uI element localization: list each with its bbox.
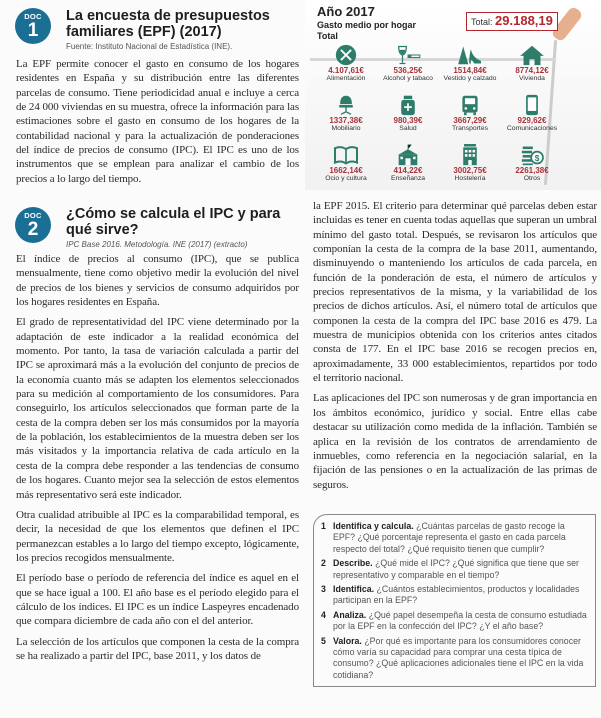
question-number: 2 [321, 558, 326, 569]
coins-icon [519, 144, 545, 166]
doc2-paragraph: Otra cualidad atribuible al IPC es la comparabilidad temporal, es decir, la necesidad de que los elementos que definen el IPC permanezcan estables a lo largo del tiempo excepto, lógicamente, los precios recogidos mensualmente. [16, 508, 299, 564]
expense-label: Vivienda [519, 75, 545, 82]
svg-text:$: $ [534, 152, 540, 163]
expense-label: Otros [523, 175, 541, 182]
doc2-badge-label: DOC [24, 211, 42, 220]
wine-cigarette-icon [395, 44, 421, 66]
expense-amount: 414,22€ [393, 166, 423, 175]
expense-amount: 3002,75€ [453, 166, 487, 175]
expense-label: Comunicaciones [506, 125, 558, 132]
expense-amount: 980,39€ [393, 116, 423, 125]
doc1-paragraph: La EPF permite conocer el gasto en consumo de los hogares residentes en España y su distribución entre las diferentes parcelas de consumo. Tiene periodicidad anual e incluye a cerca de 24 000 viviendas en su muestra, ofrece la información para las estimaciones sobre el gasto en consumo de los hogares de la contabilidad nacional y para la actualización de ponderaciones del índice de precios de consumo (IPC). El IPC es uno de los instrumentos que se emplean para analizar el cambio de los precios a lo largo del tiempo. [16, 58, 299, 185]
doc2-paragraph: El índice de precios al consumo (IPC), que se publica mensualmente, tiene como objetivo medir la evolución del nivel de precios de los bienes y servicios de consumo adquiridos por los hogares residentes en España. [16, 253, 299, 309]
question-number: 4 [321, 609, 326, 620]
school-icon [395, 144, 421, 166]
phone-icon [519, 94, 545, 116]
doc2-paragraph: El grado de representatividad del IPC viene determinado por la adaptación de este indicador a la realidad económica del momento. Por tanto, la tasa de variación calculada a partir del IPC se aproximará más a la evolución del conjunto de precios de la economía cuanto más se adapten los elementos seleccionados para su medición al comportamiento de los consumidores. Para conseguirlo, los artículos seleccionados que forman parte de la cesta de la compra deben ser los más consumidos por la mayoría de la población, los establecimientos de la muestra deben ser los más visitados y la importancia relativa de cada artículo en la cesta de la compra debe responder a las tendencias de consumo de los hogares. Cuanto mejor sea la selección de estos elementos más representativo será este indicador. [16, 316, 299, 501]
question-text: ¿Qué papel desempeña la cesta de consumo estudiada por la EPF en la confección del IPC? ¿Y el año base? [333, 609, 587, 632]
doc1-badge-number: 1 [27, 20, 39, 41]
doc2-paragraph: La selección de los artículos que componen la cesta de la compra se ha realizado a partir del IPC, base 2011, y los datos de [16, 635, 299, 662]
activity-question [321, 584, 588, 607]
expense-amount: 1514,84€ [453, 66, 487, 75]
doc1-source: Fuente: Instituto Nacional de Estadística (INE). [66, 42, 233, 51]
doc2-paragraph: Las aplicaciones del IPC son numerosas y de gran importancia en los ámbitos económico, jurídico y social. Entre ellas cabe destacar su utilización como medida de la inflación. También se aplica en la revisión de los contratos de arrendamiento de inmuebles, como referencia en la negociación salarial, en la fijación de las pensiones o en la actualización de las primas de seguros. [313, 392, 597, 491]
activities-box [313, 514, 596, 687]
activity-question [321, 636, 588, 682]
expense-amount: 929,62€ [517, 116, 547, 125]
doc2-body-left [16, 252, 299, 669]
doc1-badge [15, 8, 51, 44]
doc1-body [16, 57, 299, 192]
question-number: 3 [321, 584, 326, 595]
doc2-paragraph: El período base o período de referencia del índice es aquel en el que se hace igual a 100. El año base es el período elegido para el cálculo de los índices. El IPC es un índice Laspeyres encadenado que compara diciembre de cada año con el del anterior. [16, 572, 299, 628]
expense-item [501, 144, 563, 183]
expense-amount: 1337,38€ [329, 116, 363, 125]
question-verb: Valora. [333, 635, 362, 646]
activity-question [321, 558, 588, 581]
expense-label: Transportes [451, 125, 488, 132]
question-number: 1 [321, 521, 326, 531]
expense-item [315, 144, 377, 183]
expense-item [315, 94, 377, 133]
expense-amount: 3667,29€ [453, 116, 487, 125]
question-text: ¿Cuántos establecimientos, productos y localidades participan en la EPF? [333, 584, 580, 606]
expense-item [439, 94, 501, 133]
activity-question [321, 521, 588, 555]
medicine-icon [395, 94, 421, 116]
expense-amount: 2261,38€ [515, 166, 549, 175]
expense-label: Enseñanza [390, 175, 425, 182]
doc2-title: ¿Cómo se calcula el IPC y para qué sirve? [66, 206, 281, 238]
doc1-title: La encuesta de presupuestos familiares (EPF) (2017) [66, 8, 270, 40]
question-number: 5 [321, 635, 326, 646]
total-box [466, 12, 558, 31]
total-label: Total: [471, 17, 493, 27]
expense-label: Alcohol y tabaco [383, 75, 433, 82]
expense-amount: 536,25€ [393, 66, 423, 75]
house-icon [519, 44, 545, 66]
dress-shoe-icon [457, 44, 483, 66]
doc2-source: IPC Base 2016. Metodología. INE (2017) (extracto) [66, 240, 248, 249]
expense-label: Mobiliario [331, 125, 361, 132]
expense-label: Ocio y cultura [325, 175, 367, 182]
expense-item [439, 44, 501, 83]
question-text: ¿Por qué es importante para los consumidores conocer cómo varía su capacidad para comprar una cesta típica de consumo? ¿Qué aplicaciones adicionales tiene el IPC en la vida cotidiana? [333, 635, 584, 680]
expense-grid [315, 44, 560, 188]
total-value: 29.188,19 [495, 13, 553, 28]
fork-knife-icon [333, 44, 359, 66]
expense-amount: 8774,12€ [515, 66, 549, 75]
infographic-title: Año 2017 [317, 4, 375, 19]
question-text: ¿Qué mide el IPC? ¿Qué significa que tiene que ser representativo y comparable en el tiempo? [333, 558, 579, 580]
question-verb: Identifica y calcula. [333, 521, 414, 531]
epf-infographic [305, 0, 601, 190]
chair-icon [333, 94, 359, 116]
doc1-badge-label: DOC [24, 12, 42, 21]
expense-item [315, 44, 377, 83]
activity-question [321, 610, 588, 633]
book-icon [333, 144, 359, 166]
expense-item [501, 44, 563, 83]
question-verb: Describe. [333, 558, 373, 569]
hotel-icon [457, 144, 483, 166]
expense-item [377, 144, 439, 183]
expense-item [377, 94, 439, 133]
expense-item [501, 94, 563, 133]
expense-amount: 1662,14€ [329, 166, 363, 175]
expense-label: Vestido y calzado [443, 75, 497, 82]
expense-label: Hostelería [454, 175, 486, 182]
infographic-subtitle: Gasto medio por hogar Total [317, 20, 417, 41]
question-verb: Analiza. [333, 609, 367, 620]
expense-item [439, 144, 501, 183]
expense-label: Alimentación [326, 75, 366, 82]
doc2-badge [15, 207, 51, 243]
doc2-badge-number: 2 [27, 219, 39, 240]
expense-item [377, 44, 439, 83]
bus-icon [457, 94, 483, 116]
expense-amount: 4.107,61€ [328, 66, 364, 75]
question-verb: Identifica. [333, 584, 375, 595]
doc2-paragraph: la EPF 2015. El criterio para determinar qué parcelas deben estar incluidas es tener en cuenta todas aquellas que superan un umbral mínimo del gasto total. Después, se revisaron los artículos que componían la cesta de la compra de la base 2011, aumentando, disminuyendo o manteniendo los artículos de cada parcela, en función de la ponderación de esta, el número de artículos y precios representativos de la misma, y la variabilidad de los precios de dichos artículos. Así, el número total de artículos que componen la cesta de la compra del IPC base 2016 es 479. La muestra de municipios obtenida con los criterios antes citados consta de 177. En el IPC base 2016 se recogen precios en, aproximadamente, 33 000 establecimientos, repartidos por todo el territorio nacional. [313, 200, 597, 385]
doc2-body-right [313, 199, 597, 498]
question-text: ¿Cuántas parcelas de gasto recoge la EPF? ¿Qué porcentaje representa el gasto en cada parcela respecto del total? ¿Qué requisito tienen que cumplir? [333, 521, 566, 554]
expense-label: Salud [399, 125, 417, 132]
